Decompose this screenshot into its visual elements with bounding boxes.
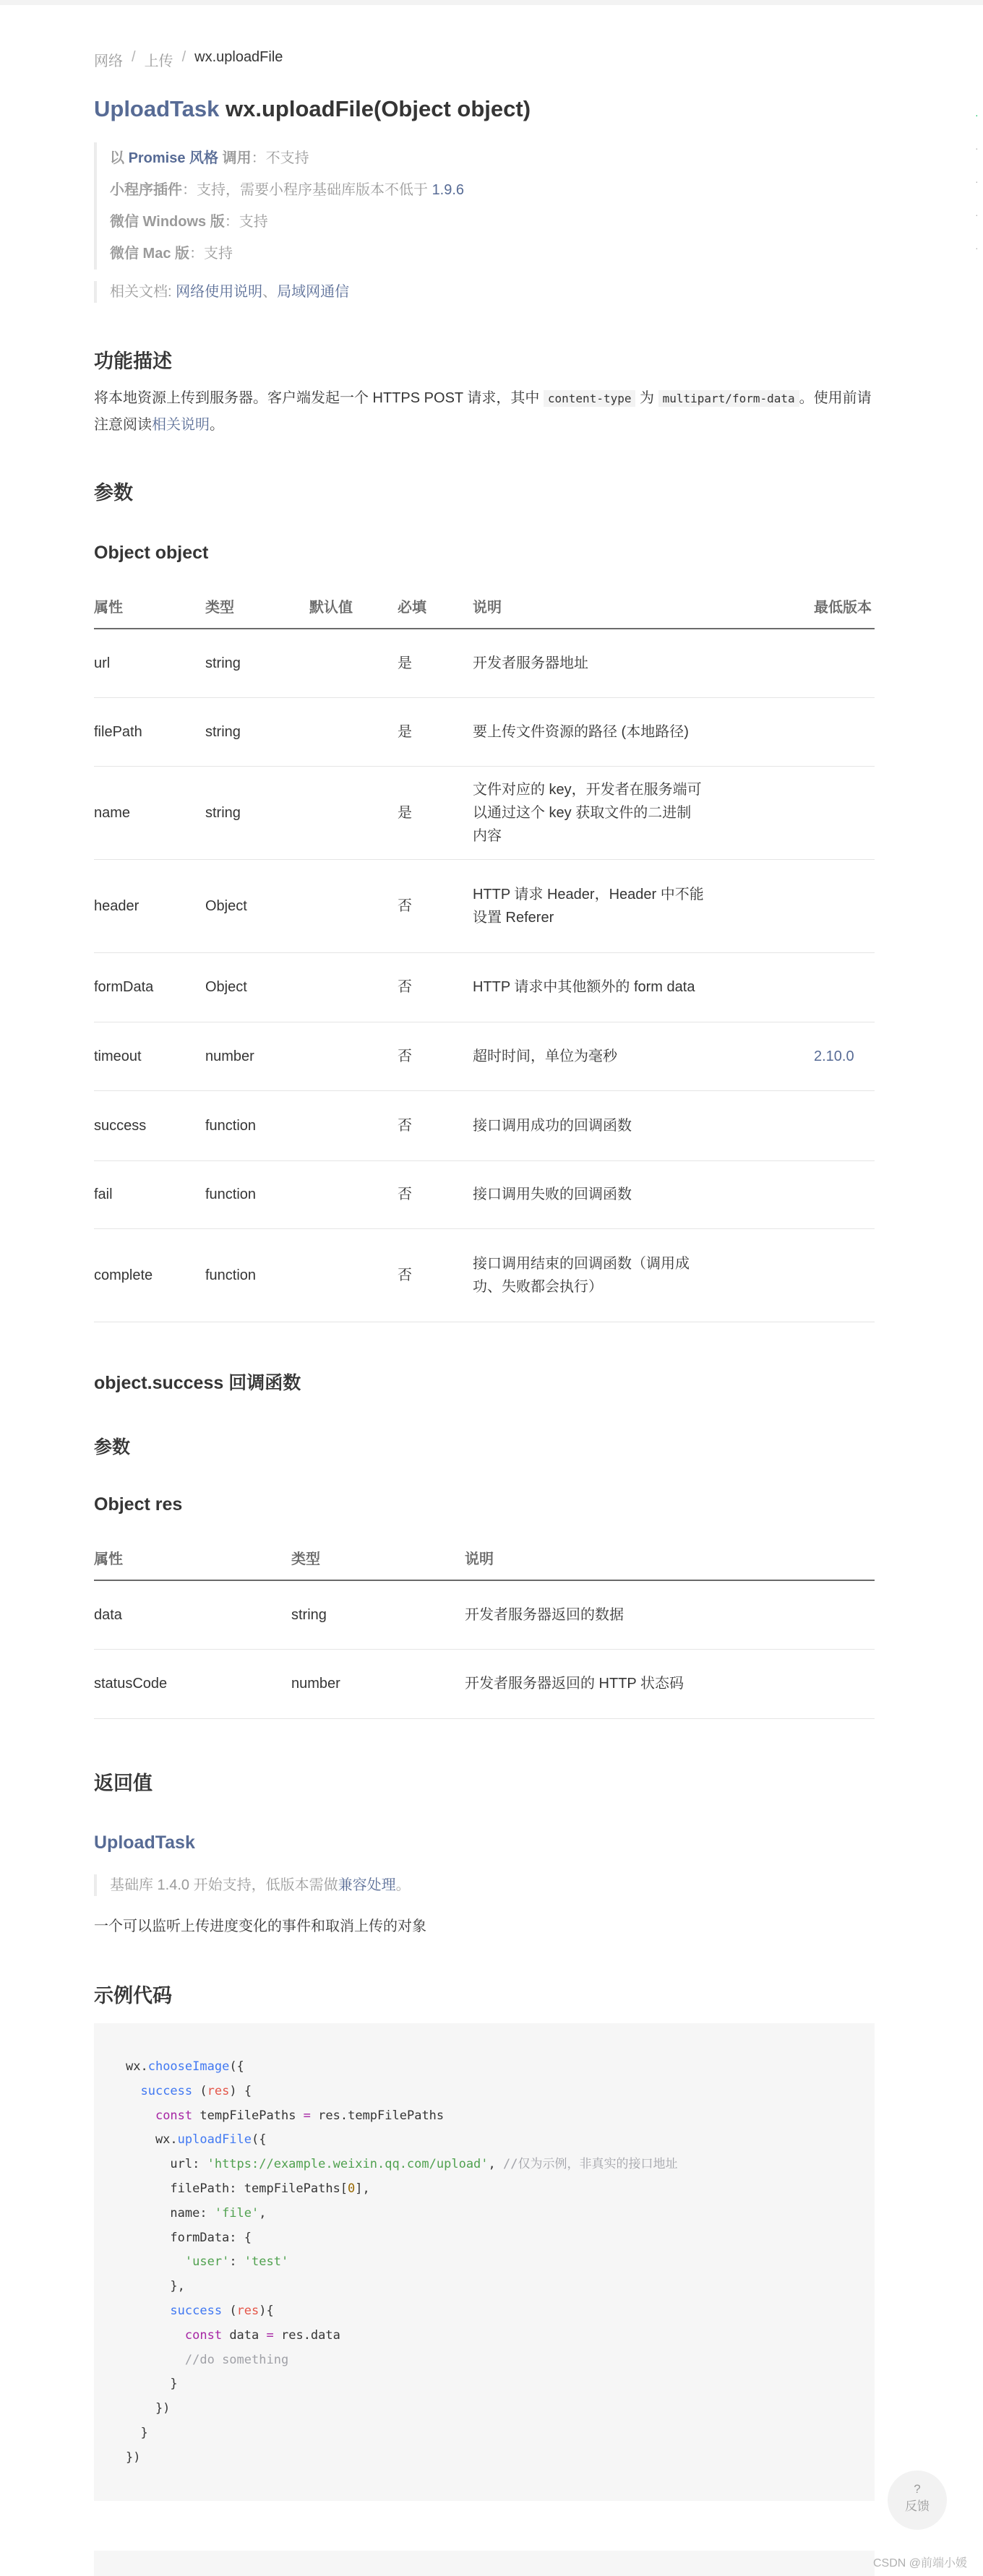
example-code-block[interactable] bbox=[94, 2023, 875, 2501]
outline-marker-active[interactable]: · bbox=[975, 109, 979, 121]
windows-support: 微信 Windows 版：支持 bbox=[110, 214, 268, 230]
breadcrumb-upload-link[interactable]: 上传 bbox=[144, 53, 173, 69]
table-row: statusCode number 开发者服务器返回的 HTTP 状态码 bbox=[94, 1649, 875, 1718]
top-bar bbox=[0, 0, 983, 5]
mac-support: 微信 Mac 版：支持 bbox=[110, 246, 233, 262]
object-heading: Object object bbox=[94, 543, 209, 563]
object-res-heading: Object res bbox=[94, 1494, 183, 1515]
code-line: success (res) { bbox=[140, 2083, 252, 2098]
breadcrumb-separator: / bbox=[181, 49, 186, 65]
section-heading-description: 功能描述 bbox=[94, 350, 172, 372]
compat-link[interactable]: 兼容处理 bbox=[338, 1877, 396, 1893]
code-line: }) bbox=[126, 2401, 171, 2416]
api-signature: wx.uploadFile(Object object) bbox=[226, 96, 531, 121]
column-header: 属性 bbox=[94, 1535, 291, 1580]
help-icon: ? bbox=[914, 2482, 921, 2496]
code-line: success (res){ bbox=[170, 2303, 274, 2318]
table-row: filePath string 是 要上传文件资源的路径 (本地路径) bbox=[94, 697, 875, 766]
table-row: formData Object 否 HTTP 请求中其他额外的 form data bbox=[94, 952, 875, 1022]
watermark: CSDN @前端小媛 bbox=[873, 2557, 968, 2569]
section-heading-params: 参数 bbox=[94, 482, 133, 504]
outline-marker[interactable]: · bbox=[975, 142, 979, 154]
section-heading-return: 返回值 bbox=[94, 1772, 153, 1794]
next-code-block bbox=[94, 2551, 875, 2576]
code-line: filePath: tempFilePaths[0], bbox=[126, 2181, 370, 2196]
description-text: 将本地资源上传到服务器。客户端发起一个 HTTPS POST 请求，其中 content-type 为 multipart/form-data 。使用前请注意阅读相关说明。 bbox=[94, 390, 872, 433]
table-row: name string 是 文件对应的 key，开发者在服务端可以通过这个 key 获取文件的二进制内容 bbox=[94, 766, 875, 859]
code-line: name: 'file', bbox=[126, 2205, 267, 2220]
code-line: }, bbox=[126, 2279, 185, 2294]
table-header-row bbox=[94, 1535, 875, 1580]
code-line: }) bbox=[126, 2450, 141, 2465]
min-version-link[interactable]: 2.10.0 bbox=[814, 1022, 875, 1090]
return-type-link[interactable]: UploadTask bbox=[94, 96, 220, 121]
lan-guide-link[interactable]: 局域网通信 bbox=[277, 284, 350, 300]
table-row: header Object 否 HTTP 请求 Header，Header 中不能设置 Referer bbox=[94, 859, 875, 952]
support-info bbox=[94, 142, 464, 270]
code-line: //do something bbox=[184, 2352, 289, 2367]
breadcrumb-current: wx.uploadFile bbox=[194, 49, 283, 65]
column-header: 类型 bbox=[291, 1535, 465, 1580]
section-heading-example: 示例代码 bbox=[94, 1985, 172, 2007]
code-line: } bbox=[126, 2377, 178, 2392]
column-header: 属性 bbox=[94, 584, 205, 629]
promise-support: 以 Promise 风格 调用：不支持 bbox=[110, 150, 309, 166]
table-row: data string 开发者服务器返回的数据 bbox=[94, 1580, 875, 1649]
success-params-table bbox=[94, 1535, 875, 1719]
code-line: formData: { bbox=[126, 2230, 252, 2245]
promise-style-link[interactable]: Promise 风格 bbox=[128, 150, 219, 166]
table-row: url string 是 开发者服务器地址 bbox=[94, 629, 875, 697]
column-header: 说明 bbox=[465, 1535, 875, 1580]
table-row: complete function 否 接口调用结束的回调函数（调用成功、失败都会执行） bbox=[94, 1228, 875, 1322]
table-header-row bbox=[94, 584, 875, 629]
code-line: url: 'https://example.weixin.qq.com/upload', //仅为示例，非真实的接口地址 bbox=[126, 2157, 678, 2172]
plugin-support: 小程序插件：支持，需要小程序基础库版本不低于 1.9.6 bbox=[110, 182, 465, 198]
column-header: 必填 bbox=[398, 584, 473, 629]
table-row: success function 否 接口调用成功的回调函数 bbox=[94, 1090, 875, 1160]
column-header: 最低版本 bbox=[814, 584, 875, 629]
params-table bbox=[94, 584, 875, 1322]
right-outline-nav[interactable] bbox=[975, 98, 983, 264]
related-docs: 相关文档: 网络使用说明、局域网通信 bbox=[94, 281, 349, 303]
outline-marker[interactable]: · bbox=[975, 176, 979, 187]
uploadtask-link[interactable]: UploadTask bbox=[94, 1832, 195, 1853]
column-header: 说明 bbox=[473, 584, 814, 629]
breadcrumb-separator: / bbox=[132, 49, 136, 65]
feedback-button[interactable] bbox=[888, 2471, 947, 2530]
feedback-label: 反馈 bbox=[905, 2499, 930, 2513]
breadcrumb-network-link[interactable]: 网络 bbox=[94, 53, 123, 69]
inline-code: multipart/form-data bbox=[658, 390, 799, 407]
column-header: 类型 bbox=[205, 584, 309, 629]
network-guide-link[interactable]: 网络使用说明 bbox=[176, 284, 263, 300]
outline-marker[interactable]: · bbox=[975, 209, 979, 220]
outline-marker[interactable]: · bbox=[975, 242, 979, 254]
code-line: } bbox=[126, 2425, 148, 2440]
page-title bbox=[94, 96, 531, 122]
table-row: timeout number 否 超时时间，单位为毫秒 2.10.0 bbox=[94, 1022, 875, 1090]
success-callback-heading: object.success 回调函数 bbox=[94, 1373, 301, 1393]
breadcrumb bbox=[94, 49, 283, 70]
table-row: fail function 否 接口调用失败的回调函数 bbox=[94, 1160, 875, 1228]
plugin-version: 1.9.6 bbox=[432, 182, 465, 198]
code-line: const data = res.data bbox=[184, 2327, 340, 2343]
column-header: 默认值 bbox=[309, 584, 398, 629]
compat-note: 基础库 1.4.0 开始支持，低版本需做兼容处理。 bbox=[94, 1874, 411, 1896]
code-line: const tempFilePaths = res.tempFilePaths bbox=[155, 2108, 445, 2123]
code-line: wx.chooseImage({ bbox=[126, 2059, 244, 2074]
code-line: wx.uploadFile({ bbox=[126, 2132, 267, 2148]
code-line: 'user': 'test' bbox=[184, 2254, 289, 2270]
return-description: 一个可以监听上传进度变化的事件和取消上传的对象 bbox=[94, 1918, 426, 1934]
related-notes-link[interactable]: 相关说明 bbox=[152, 417, 210, 433]
return-type-heading bbox=[94, 1832, 195, 1853]
success-params-heading: 参数 bbox=[94, 1437, 131, 1457]
inline-code: content-type bbox=[544, 390, 636, 407]
